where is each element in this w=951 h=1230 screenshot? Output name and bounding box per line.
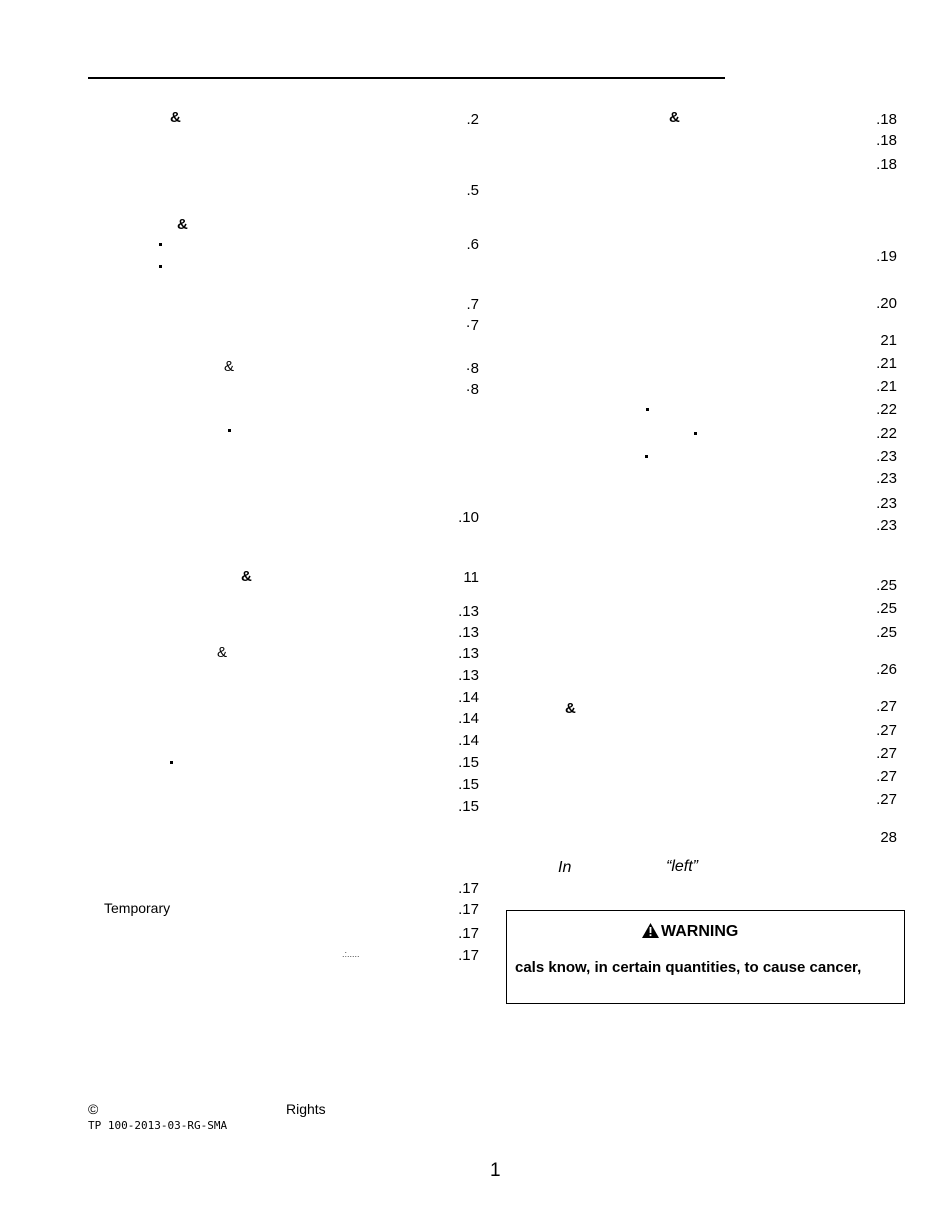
toc-left-page: ·7 [465, 317, 479, 334]
toc-right-page: .18 [876, 111, 897, 128]
toc-left-amp-5: & [217, 644, 228, 661]
toc-right-page: .25 [876, 577, 897, 594]
toc-right-page: .27 [876, 722, 897, 739]
toc-left-page: .17 [458, 947, 479, 964]
note-left: “left” [666, 858, 698, 875]
warning-triangle-icon [642, 923, 659, 938]
toc-left-page: .15 [458, 798, 479, 815]
toc-left-page: .6 [466, 236, 479, 253]
toc-right-page: .27 [876, 698, 897, 715]
toc-left-page: .5 [466, 182, 479, 199]
toc-left-page: ·8 [465, 360, 479, 377]
toc-left-page: .2 [466, 111, 479, 128]
toc-left-page: .17 [458, 880, 479, 897]
warning-title-text: WARNING [661, 923, 739, 940]
toc-right-page: .27 [876, 791, 897, 808]
document-code: TP 100-2013-03-RG-SMA [88, 1119, 228, 1132]
warning-box [506, 910, 905, 1004]
toc-right-page: .22 [876, 425, 897, 442]
toc-right-dot [645, 455, 648, 458]
toc-right-page: 21 [880, 332, 897, 349]
toc-right-dot [646, 408, 649, 411]
toc-right-page: .23 [876, 495, 897, 512]
toc-left-temporary: Temporary [104, 900, 171, 916]
copyright-rights: Rights [286, 1101, 326, 1117]
toc-right-page: .21 [876, 355, 897, 372]
toc-left-page: .13 [458, 624, 479, 641]
toc-left-page: .13 [458, 603, 479, 620]
toc-right-page: .26 [876, 661, 897, 678]
toc-right-page: .18 [876, 156, 897, 173]
warning-title [642, 923, 738, 941]
toc-right-page: .27 [876, 745, 897, 762]
toc-right-page: .21 [876, 378, 897, 395]
toc-right-page: .22 [876, 401, 897, 418]
copyright-symbol: © [88, 1101, 99, 1117]
page-number: 1 [490, 1160, 501, 1181]
toc-left-page: .15 [458, 776, 479, 793]
toc-right-page: .23 [876, 517, 897, 534]
toc-right-page: .18 [876, 132, 897, 149]
copyright-line [88, 1101, 326, 1117]
toc-left-page: .17 [458, 925, 479, 942]
toc-left-page: .14 [458, 710, 479, 727]
header-rule [88, 77, 725, 79]
toc-right-amp-1: & [669, 109, 680, 126]
warning-text: cals know, in certain quantities, to cause cancer, [515, 959, 862, 976]
toc-left-page: ·8 [465, 381, 479, 398]
toc-right-page: .19 [876, 248, 897, 265]
toc-left-dot [228, 429, 231, 432]
toc-right-page: .27 [876, 768, 897, 785]
toc-left-dot [170, 761, 173, 764]
toc-right-page: 28 [880, 829, 897, 846]
toc-left-page: .15 [458, 754, 479, 771]
toc-left-page: .14 [458, 689, 479, 706]
scan-speck: .:..... [342, 949, 360, 959]
toc-left-amp-3: & [224, 358, 235, 375]
note-in: In [558, 859, 572, 876]
toc-left-dot [159, 243, 162, 246]
toc-right-page: .25 [876, 624, 897, 641]
toc-left-page: .17 [458, 901, 479, 918]
toc-left-amp-4: & [241, 568, 252, 585]
toc-left-page: .10 [458, 509, 479, 526]
toc-right-page: .23 [876, 448, 897, 465]
toc-right-page: .20 [876, 295, 897, 312]
toc-left-page: .13 [458, 667, 479, 684]
toc-left-page: .14 [458, 732, 479, 749]
toc-left-page: 11 [463, 569, 479, 586]
toc-right-page: .23 [876, 470, 897, 487]
toc-left-page: .7 [466, 296, 479, 313]
toc-right-dot [694, 432, 697, 435]
toc-left-amp-2: & [177, 216, 188, 233]
toc-left-page: .13 [458, 645, 479, 662]
toc-left-amp-1: & [170, 109, 181, 126]
toc-left-dot [159, 265, 162, 268]
toc-right-page: .25 [876, 600, 897, 617]
toc-right-amp-2: & [565, 700, 576, 717]
